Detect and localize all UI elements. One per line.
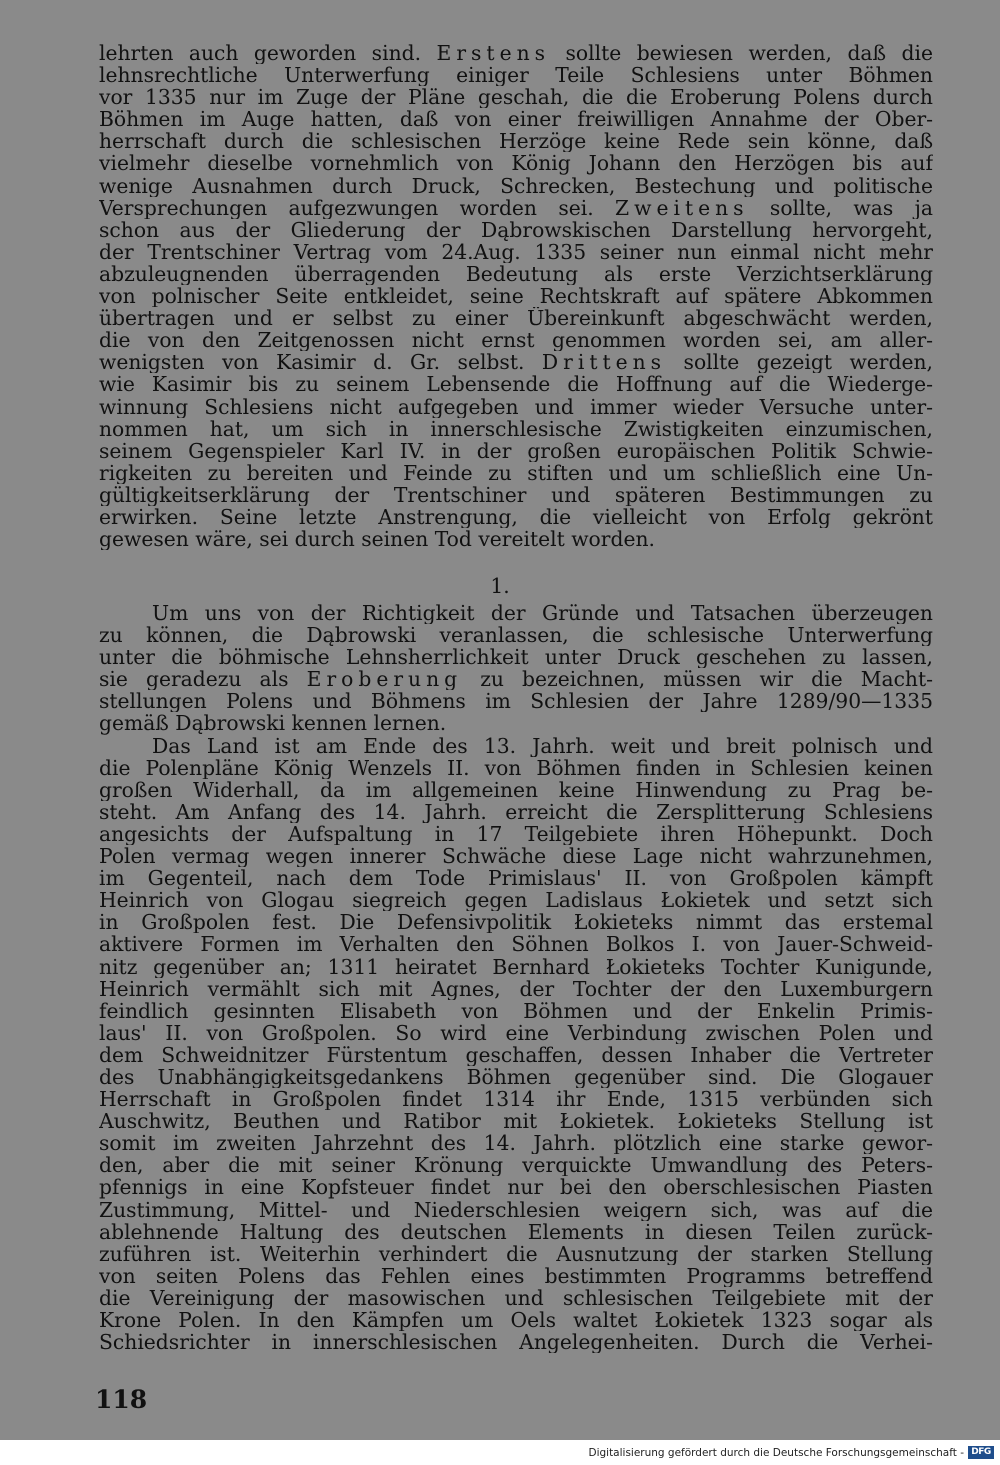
- text-line: [99, 1176, 933, 1198]
- paragraph-section-one: [99, 602, 933, 1353]
- text-line: [99, 712, 933, 734]
- text-line: [99, 42, 933, 64]
- text-line: [99, 484, 933, 506]
- text-run: lehrten auch geworden sind.: [99, 42, 437, 65]
- text-line: [99, 241, 933, 263]
- text-line: [99, 646, 933, 668]
- text-run: im Gegenteil, nach dem Tode Primislaus' II. von Großpolen kämpft: [99, 867, 933, 890]
- text-line: [99, 933, 933, 955]
- text-run: Auschwitz, Beuthen und Ratibor mit Łokietek. Łokieteks Stellung ist: [99, 1110, 933, 1133]
- text-run: den, aber die mit seiner Krönung verquickte Umwandlung des Peters-: [99, 1154, 933, 1177]
- text-run: Zustimmung, Mittel- und Niederschlesien weigern sich, was auf die: [99, 1198, 933, 1221]
- text-run: die Polenpläne König Wenzels II. von Böhmen finden in Schlesien keinen: [99, 756, 933, 779]
- text-line: [99, 1265, 933, 1287]
- text-run: wie Kasimir bis zu seinem Lebensende die Hoffnung auf die Wiederge-: [99, 373, 933, 396]
- text-run: die Vereinigung der masowischen und schlesischen Teilgebiete mit der: [99, 1286, 933, 1309]
- text-run: in Großpolen fest. Die Defensivpolitik Łokieteks nimmt das erstemal: [99, 911, 933, 934]
- text-line: [99, 1000, 933, 1022]
- text-run: gemäß Dąbrowski kennen lernen.: [99, 712, 447, 735]
- text-run: Um uns von der Richtigkeit der Gründe und Tatsachen überzeugen: [152, 602, 933, 625]
- text-line: [99, 108, 933, 130]
- text-run: Versprechungen aufgezwungen worden sei.: [99, 196, 615, 219]
- spaced-emphasis: Drittens: [541, 351, 667, 374]
- text-line: [99, 64, 933, 86]
- text-run: feindlich gesinnten Elisabeth von Böhmen und der Enkelin Primis-: [99, 999, 933, 1022]
- text-run: dem Schweidnitzer Fürstentum geschaffen, dessen Inhaber die Vertreter: [99, 1043, 933, 1066]
- text-line: [99, 152, 933, 174]
- text-line: [99, 602, 933, 624]
- text-run: steht. Am Anfang des 14. Jahrh. erreicht die Zersplitterung Schlesiens: [99, 800, 933, 823]
- text-run: Polen vermag wegen innerer Schwäche diese Lage nicht wahrzunehmen,: [99, 845, 933, 868]
- text-run: wenigsten von Kasimir d. Gr. selbst.: [99, 351, 542, 374]
- text-run: die von den Zeitgenossen nicht ernst genommen worden sei, am aller-: [99, 329, 933, 352]
- text-run: Schiedsrichter in innerschlesischen Angelegenheiten. Durch die Verhei-: [99, 1331, 933, 1354]
- text-line: [99, 1088, 933, 1110]
- text-line: [99, 418, 933, 440]
- text-line: [99, 911, 933, 933]
- text-line: [99, 175, 933, 197]
- text-run: ablehnende Haltung des deutschen Elements in diesen Teilen zurück-: [99, 1220, 933, 1243]
- text-line: [99, 845, 933, 867]
- spaced-emphasis: Eroberung: [306, 668, 463, 691]
- text-line: [99, 1022, 933, 1044]
- text-line: [99, 735, 933, 757]
- text-line: [99, 130, 933, 152]
- text-run: Heinrich von Glogau siegreich gegen Ladislaus Łokietek und setzt sich: [99, 889, 933, 912]
- text-run: nitz gegenüber an; 1311 heiratet Bernhard Łokieteks Tochter Kunigunde,: [99, 955, 933, 978]
- text-line: [99, 1066, 933, 1088]
- text-run: Krone Polen. In den Kämpfen um Oels waltet Łokietek 1323 sogar als: [99, 1309, 933, 1332]
- text-line: [99, 978, 933, 1000]
- footer-credit: Digitalisierung gefördert durch die Deutsche Forschungsgemeinschaft -: [588, 1447, 964, 1459]
- text-line: [99, 462, 933, 484]
- text-line: [99, 1221, 933, 1243]
- text-run: großen Widerhall, da im allgemeinen keine Hinwendung zu Prag be-: [99, 778, 933, 801]
- text-run: stellungen Polens und Böhmens im Schlesien der Jahre 1289/90—1335: [99, 690, 933, 713]
- text-run: abzuleugnenden überragenden Bedeutung als erste Verzichtserklärung: [99, 262, 933, 286]
- text-run: sie geradezu als: [99, 668, 307, 691]
- text-run: laus' II. von Großpolen. So wird eine Verbindung zwischen Polen und: [99, 1021, 933, 1044]
- text-line: [99, 285, 933, 307]
- text-run: schon aus der Gliederung der Dąbrowskischen Darstellung hervorgeht,: [99, 218, 933, 241]
- text-line: [99, 1287, 933, 1309]
- text-line: [99, 1309, 933, 1331]
- text-line: [99, 373, 933, 395]
- text-run: angesichts der Aufspaltung in 17 Teilgebiete ihren Höhepunkt. Doch: [99, 822, 933, 846]
- text-run: sollte bewiesen werden, daß die: [550, 42, 933, 65]
- text-line: [99, 219, 933, 241]
- text-line: [99, 757, 933, 779]
- spaced-emphasis: Zweitens: [615, 196, 749, 219]
- spaced-emphasis: Erstens: [436, 42, 551, 65]
- text-line: [99, 1044, 933, 1066]
- text-run: sollte gezeigt werden,: [666, 351, 933, 374]
- text-line: [99, 1243, 933, 1265]
- text-run: Herrschaft in Großpolen findet 1314 ihr Ende, 1315 verbünden sich: [99, 1088, 933, 1111]
- text-line: [99, 956, 933, 978]
- text-line: [99, 1199, 933, 1221]
- text-line: [99, 668, 933, 690]
- text-run: zu können, die Dąbrowski veranlassen, die schlesische Unterwerfung: [99, 624, 933, 647]
- text-line: [99, 197, 933, 219]
- text-run: vor 1335 nur im Zuge der Pläne geschah, die die Eroberung Polens durch: [99, 86, 933, 109]
- text-run: rigkeiten zu bereiten und Feinde zu stiften und um schließlich eine Un-: [99, 461, 933, 484]
- text-line: [99, 329, 933, 351]
- text-run: nommen hat, um sich in innerschlesische Zwistigkeiten einzumischen,: [99, 417, 933, 440]
- text-line: [99, 1132, 933, 1154]
- text-run: lehnsrechtliche Unterwerfung einiger Teile Schlesiens unter Böhmen: [99, 64, 933, 87]
- text-run: Heinrich vermählt sich mit Agnes, der Tochter der den Luxemburgern: [99, 977, 933, 1000]
- text-line: [99, 506, 933, 528]
- text-run: wenige Ausnahmen durch Druck, Schrecken, Bestechung und politische: [99, 174, 933, 197]
- text-run: zuführen ist. Weiterhin verhindert die Ausnutzung der starken Stellung: [99, 1242, 933, 1265]
- text-line: [99, 690, 933, 712]
- text-run: der Trentschiner Vertrag vom 24.Aug. 1335 seiner nun einmal nicht mehr: [99, 240, 933, 263]
- text-run: gewesen wäre, sei durch seinen Tod vereitelt worden.: [99, 528, 655, 551]
- text-line: [99, 823, 933, 845]
- text-run: winnung Schlesiens nicht aufgegeben und immer wieder Versuche unter-: [99, 395, 933, 418]
- text-run: von seiten Polens das Fehlen eines bestimmten Programms betreffend: [99, 1264, 933, 1287]
- text-line: [99, 1331, 933, 1353]
- text-line: [99, 307, 933, 329]
- text-line: [99, 396, 933, 418]
- text-run: von polnischer Seite entkleidet, seine Rechtskraft auf spätere Abkommen: [99, 285, 933, 308]
- text-line: [99, 1110, 933, 1132]
- text-run: vielmehr dieselbe vornehmlich von König Johann den Herzögen bis auf: [99, 152, 933, 175]
- text-line: [99, 440, 933, 462]
- section-number: 1.: [490, 574, 510, 598]
- text-line: [99, 263, 933, 285]
- paragraph-intro: [99, 42, 933, 550]
- text-line: [99, 624, 933, 646]
- text-line: [99, 801, 933, 823]
- text-run: herrschaft durch die schlesischen Herzöge keine Rede sein könne, daß: [99, 130, 933, 153]
- text-run: somit im zweiten Jahrzehnt des 14. Jahrh. plötzlich eine starke gewor-: [99, 1132, 933, 1155]
- text-run: Böhmen im Auge hatten, daß von einer freiwilligen Annahme der Ober-: [99, 108, 933, 131]
- text-run: seinem Gegenspieler Karl IV. in der großen europäischen Politik Schwie-: [99, 439, 933, 462]
- text-line: [99, 889, 933, 911]
- text-line: [99, 867, 933, 889]
- text-run: des Unabhängigkeitsgedankens Böhmen gegenüber sind. Die Glogauer: [99, 1065, 933, 1089]
- text-run: sollte, was ja: [748, 196, 933, 219]
- text-run: gültigkeitserklärung der Trentschiner und späteren Bestimmungen zu: [99, 483, 933, 506]
- text-line: [99, 351, 933, 373]
- text-line: [99, 528, 933, 550]
- text-run: erwirken. Seine letzte Anstrengung, die vielleicht von Erfolg gekrönt: [99, 505, 933, 529]
- page-number: 118: [95, 1385, 148, 1414]
- text-line: [99, 1154, 933, 1176]
- text-run: pfennigs in eine Kopfsteuer findet nur bei den oberschlesischen Piasten: [99, 1176, 933, 1199]
- text-run: unter die böhmische Lehnsherrlichkeit unter Druck geschehen zu lassen,: [99, 646, 933, 669]
- dfg-logo-icon: DFG: [968, 1446, 994, 1459]
- text-run: Das Land ist am Ende des 13. Jahrh. weit und breit polnisch und: [152, 734, 933, 757]
- text-line: [99, 86, 933, 108]
- text-line: [99, 779, 933, 801]
- text-run: zu bezeichnen, müssen wir die Macht-: [462, 668, 933, 691]
- text-run: übertragen und er selbst zu einer Übereinkunft abgeschwächt werden,: [99, 307, 933, 330]
- text-run: aktivere Formen im Verhalten den Söhnen Bolkos I. von Jauer-Schweid-: [99, 933, 933, 956]
